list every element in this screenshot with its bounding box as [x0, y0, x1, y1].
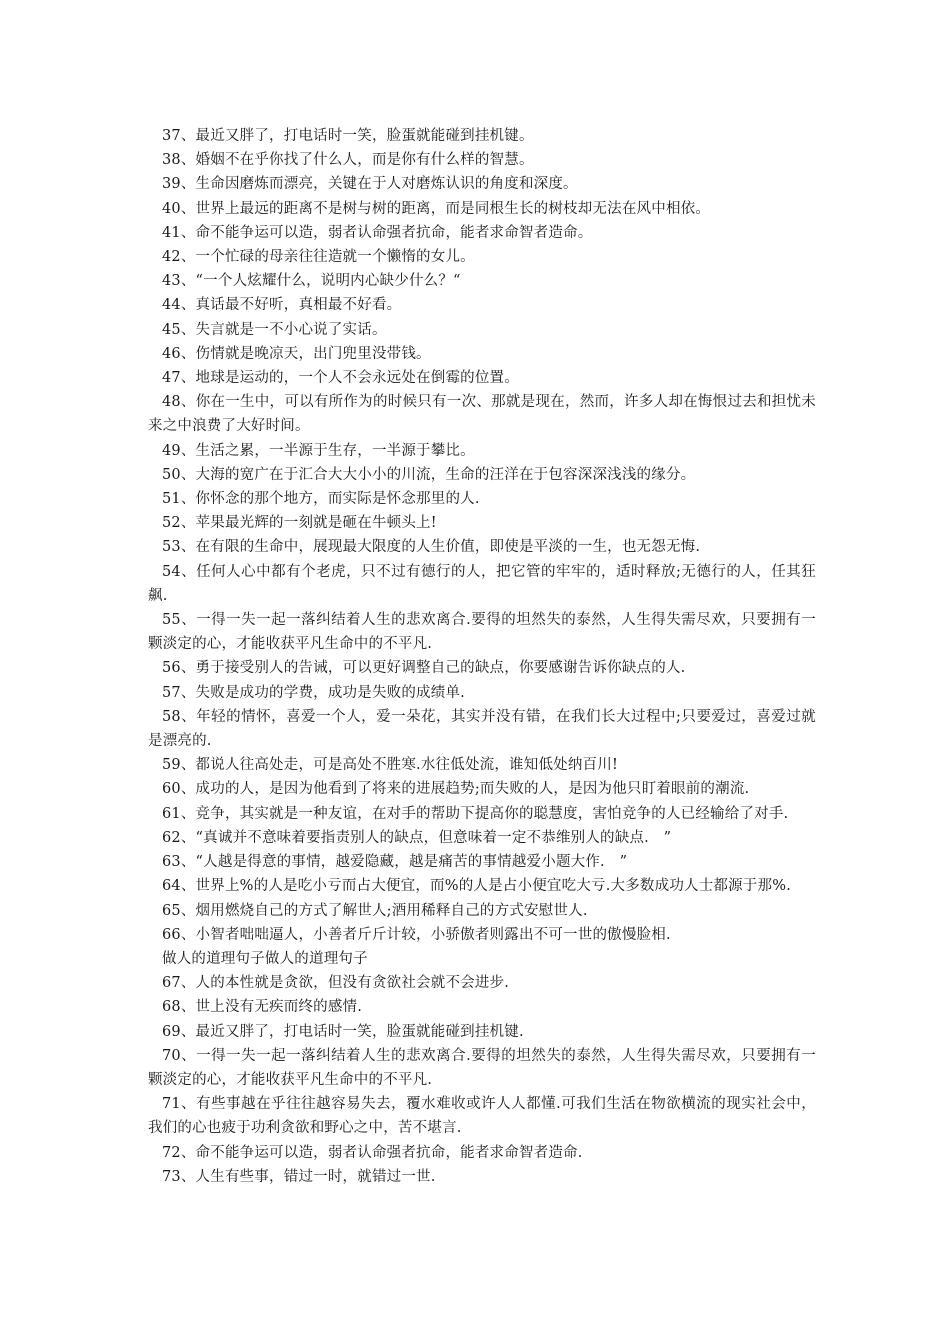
paragraph: 60、成功的人，是因为他看到了将来的进展趋势;而失败的人，是因为他只盯着眼前的潮流. — [162, 781, 750, 798]
paragraph: 70、一得一失一起一落纠结着人生的悲欢离合.要得的坦然失的泰然，人生得失需尽欢，只要拥有一颗淡定的心，才能收获平凡生命中的不平凡. — [148, 1047, 816, 1088]
paragraph: 48、你在一生中，可以有所作为的时候只有一次、那就是现在，然而，许多人却在悔恨过去和担忧未来之中浪费了大好时间。 — [148, 394, 816, 435]
document-body — [148, 124, 816, 1189]
paragraph: 44、真话最不好听，真相最不好看。 — [162, 297, 402, 314]
paragraph: 41、命不能争运可以造，弱者认命强者抗命，能者求命智者造命。 — [162, 224, 593, 241]
paragraph: 59、都说人往高处走，可是高处不胜寒.水往低处流，谁知低处纳百川! — [162, 757, 618, 774]
paragraph: 51、你怀念的那个地方，而实际是怀念那里的人. — [162, 491, 480, 508]
paragraph: 67、人的本性就是贪欲，但没有贪欲社会就不会进步. — [162, 975, 510, 992]
paragraph: 58、年轻的情怀，喜爱一个人，爱一朵花，其实并没有错，在我们长大过程中;只要爱过，喜爱过就是漂亮的. — [148, 708, 816, 750]
paragraph: 72、命不能争运可以造，弱者认命强者抗命，能者求命智者造命. — [162, 1144, 583, 1161]
paragraph: 43、“一个人炫耀什么，说明内心缺少什么？“ — [162, 273, 461, 290]
paragraph: 37、最近又胖了，打电话时一笑，脸蛋就能碰到挂机键。 — [162, 128, 534, 144]
paragraph: 47、地球是运动的，一个人不会永远处在倒霉的位置。 — [162, 370, 519, 387]
paragraph: 42、一个忙碌的母亲往往造就一个懒惰的女儿。 — [162, 249, 475, 266]
paragraph: 53、在有限的生命中，展现最大限度的人生价值，即使是平淡的一生，也无怨无悔. — [162, 539, 701, 556]
paragraph: 57、失败是成功的学费，成功是失败的成绩单. — [162, 684, 465, 701]
paragraph: 38、婚姻不在乎你找了什么人，而是你有什么样的智慧。 — [162, 152, 534, 169]
paragraph: 62、“真诚并不意味着要指责别人的缺点，但意味着一定不恭维别人的缺点. ” — [162, 829, 672, 846]
paragraph: 56、勇于接受别人的告诫，可以更好调整自己的缺点，你要感谢告诉你缺点的人. — [162, 660, 686, 677]
paragraph: 66、小智者咄咄逼人，小善者斤斤计较，小骄傲者则露出不可一世的傲慢脸相. — [162, 926, 671, 943]
paragraph: 55、一得一失一起一落纠结着人生的悲欢离合.要得的坦然失的泰然，人生得失需尽欢，只要拥有一颗淡定的心，才能收获平凡生命中的不平凡. — [148, 612, 816, 653]
paragraph: 46、伤情就是晚凉天，出门兜里没带钱。 — [162, 345, 431, 362]
paragraph: 50、大海的宽广在于汇合大大小小的川流，生命的汪洋在于包容深深浅浅的缘分。 — [162, 466, 696, 483]
paragraph: 68、世上没有无疾而终的感情. — [162, 999, 363, 1016]
paragraph: 40、世界上最远的距离不是树与树的距离，而是同根生长的树枝却无法在风中相依。 — [162, 200, 711, 217]
paragraph: 63、“人越是得意的事情，越爱隐藏，越是痛苦的事情越爱小题大作. ” — [162, 854, 628, 871]
paragraph: 61、竞争，其实就是一种友谊，在对手的帮助下提高你的聪慧度，害怕竞争的人已经输给了对手. — [162, 805, 789, 822]
paragraph: 69、最近又胖了，打电话时一笑，脸蛋就能碰到挂机键. — [162, 1023, 524, 1040]
paragraph: 65、烟用燃烧自己的方式了解世人;酒用稀释自己的方式安慰世人. — [162, 902, 588, 919]
paragraph: 52、苹果最光辉的一刻就是砸在牛顿头上! — [162, 515, 437, 532]
paragraph: 64、世界上%的人是吃小亏而占大便宜，而%的人是占小便宜吃大亏.大多数成功人士都源于那%. — [162, 878, 791, 895]
paragraph: 54、任何人心中都有个老虎，只不过有德行的人，把它管的牢牢的，适时释放;无德行的人，任其狂飙. — [148, 563, 816, 604]
paragraph: 73、人生有些事，错过一时，就错过一世. — [162, 1168, 436, 1185]
section-heading: 做人的道理句子做人的道理句子 — [162, 950, 368, 967]
paragraph: 71、有些事越在乎往往越容易失去，覆水难收或许人人都懂.可我们生活在物欲横流的现实社会中，我们的心也疲于功利贪欲和野心之中，苦不堪言. — [148, 1096, 816, 1137]
paragraph: 49、生活之累，一半源于生存，一半源于攀比。 — [162, 442, 475, 459]
paragraph: 45、失言就是一不小心说了实话。 — [162, 321, 387, 338]
paragraph: 39、生命因磨炼而漂亮，关键在于人对磨炼认识的角度和深度。 — [162, 176, 578, 193]
